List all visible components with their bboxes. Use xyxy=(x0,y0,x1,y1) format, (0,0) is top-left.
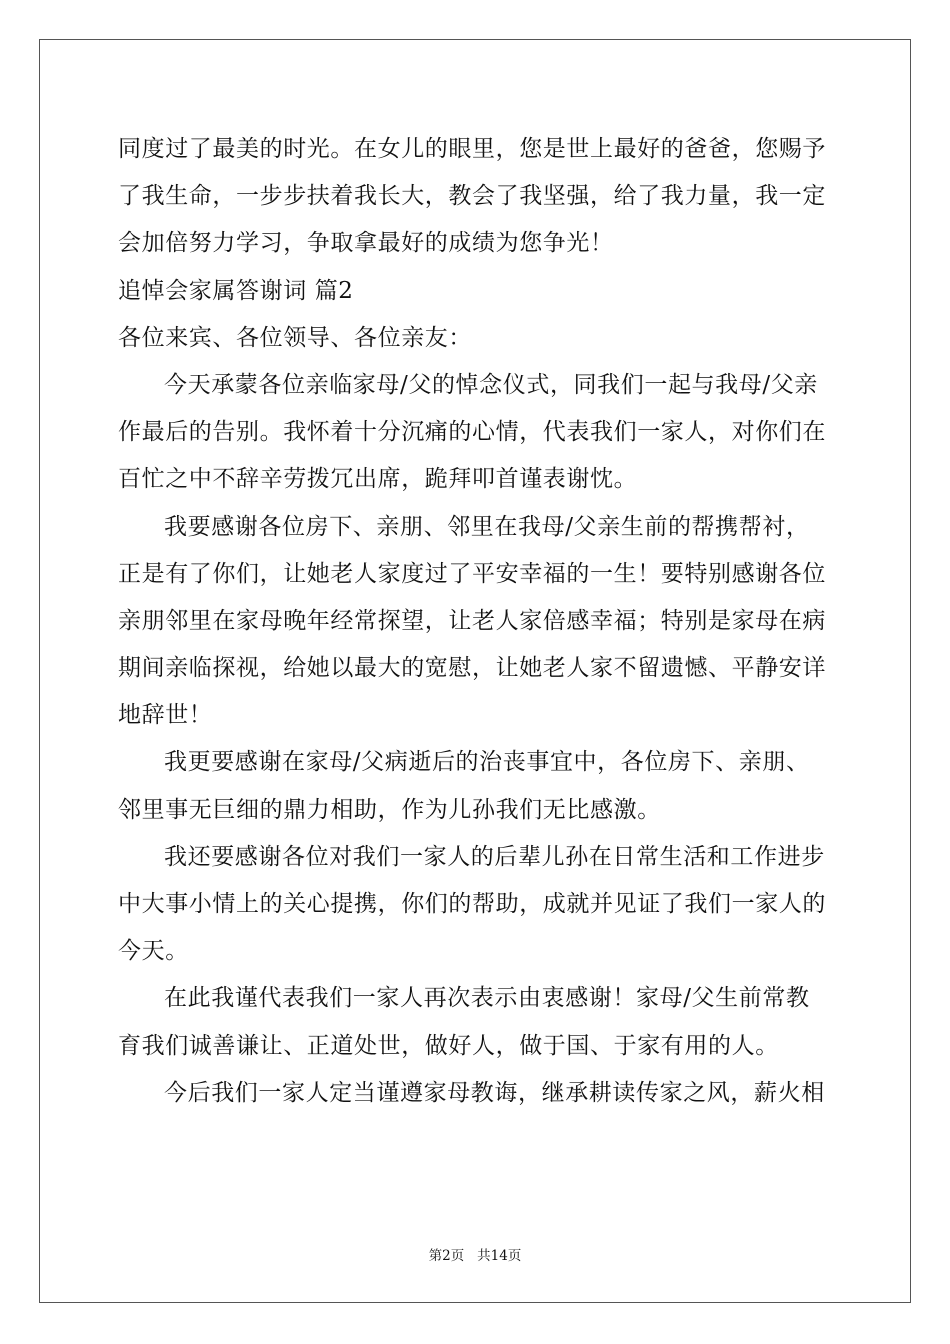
text-line: 今后我们一家人定当谨遵家母教诲，继承耕读传家之风，薪火相 xyxy=(164,1079,825,1106)
text-line: 今天承蒙各位亲临家母/父的悼念仪式，同我们一起与我母/父亲 xyxy=(164,371,818,398)
text-line: 地辞世！ xyxy=(118,702,213,729)
text-line: 亲朋邻里在家母晚年经常探望，让老人家倍感幸福；特别是家母在病 xyxy=(118,607,826,634)
text-line: 了我生命，一步步扶着我长大，教会了我坚强，给了我力量，我一定 xyxy=(118,183,826,210)
text-line: 正是有了你们，让她老人家度过了平安幸福的一生！要特别感谢各位 xyxy=(118,560,826,587)
text-line: 今天。 xyxy=(118,938,189,965)
text-line: 在此我谨代表我们一家人再次表示由衷感谢！家母/父生前常教 xyxy=(164,985,810,1012)
text-line: 中大事小情上的关心提携，你们的帮助，成就并见证了我们一家人的 xyxy=(118,891,826,917)
text-line: 百忙之中不辞辛劳拨冗出席，跪拜叩首谨表谢忱。 xyxy=(118,466,638,493)
salutation: 各位来宾、各位领导、各位亲友： xyxy=(118,324,472,351)
text-line: 同度过了最美的时光。在女儿的眼里，您是世上最好的爸爸，您赐予 xyxy=(118,136,826,162)
page-footer xyxy=(0,1246,950,1266)
text-line: 作最后的告别。我怀着十分沉痛的心情，代表我们一家人，对你们在 xyxy=(118,419,826,446)
text-line: 育我们诚善谦让、正道处世，做好人，做于国、于家有用的人。 xyxy=(118,1032,779,1059)
text-line: 邻里事无巨细的鼎力相助，作为儿孙我们无比感激。 xyxy=(118,796,661,823)
text-line: 我还要感谢各位对我们一家人的后辈儿孙在日常生活和工作进步 xyxy=(164,843,825,870)
text-line: 我更要感谢在家母/父病逝后的治丧事宜中，各位房下、亲朋、 xyxy=(164,749,810,776)
page-total: 共14页 xyxy=(477,1248,522,1264)
text-line: 我要感谢各位房下、亲朋、邻里在我母/父亲生前的帮携帮衬， xyxy=(164,513,810,540)
page-number: 第2页 xyxy=(428,1248,465,1264)
text-line: 会加倍努力学习，争取拿最好的成绩为您争光！ xyxy=(118,230,614,257)
section-heading: 追悼会家属答谢词 篇2 xyxy=(118,277,354,304)
document-body xyxy=(118,126,833,1117)
text-line: 期间亲临探视，给她以最大的宽慰，让她老人家不留遗憾、平静安详 xyxy=(118,655,826,682)
